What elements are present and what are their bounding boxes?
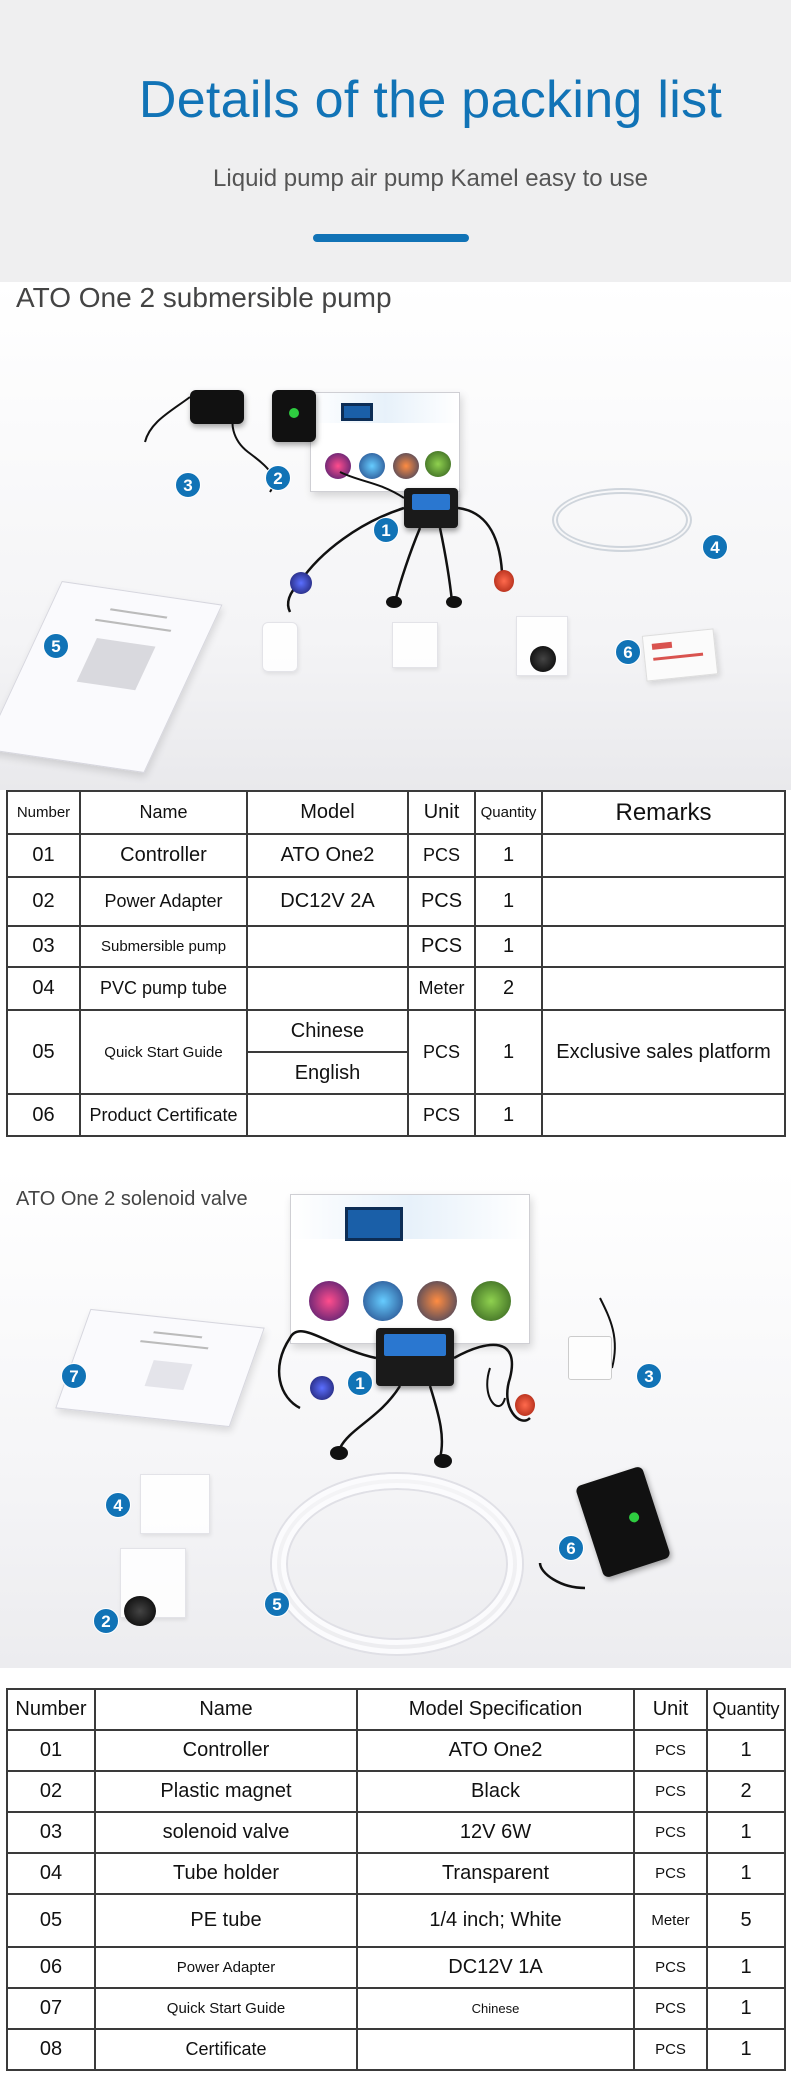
row-qty: 1	[475, 1010, 542, 1094]
badge-number: 1	[347, 1370, 373, 1396]
section-title-submersible-pump: ATO One 2 submersible pump	[16, 282, 392, 313]
badge-number: 2	[265, 465, 291, 491]
parts-bag	[392, 622, 438, 668]
table-row	[7, 1947, 785, 1988]
product-certificate	[642, 628, 718, 681]
column-header: Number	[7, 1689, 95, 1730]
table-header-row	[7, 791, 785, 834]
row-qty: 1	[475, 926, 542, 967]
row-qty: 1	[475, 1094, 542, 1136]
row-unit: PCS	[408, 834, 475, 877]
page-subtitle: Liquid pump air pump Kamel easy to use	[213, 165, 648, 192]
row-remarks	[542, 834, 785, 877]
solenoid-valve	[568, 1336, 612, 1380]
badge-number: 3	[636, 1363, 662, 1389]
plastic-magnet	[530, 646, 556, 672]
quick-start-guide-booklet	[55, 1309, 265, 1427]
suction-cup-bag	[262, 622, 298, 672]
row-number: 06	[7, 1094, 80, 1136]
row-remarks	[542, 877, 785, 926]
pvc-tube-coil	[552, 488, 692, 552]
column-header: Quantity	[707, 1689, 785, 1730]
column-header: Name	[95, 1689, 357, 1730]
row-model-alt: English	[247, 1052, 408, 1094]
power-adapter	[272, 390, 316, 442]
badge-number: 3	[175, 472, 201, 498]
row-qty: 2	[707, 1771, 785, 1812]
row-number: 01	[7, 834, 80, 877]
badge-number: 1	[373, 517, 399, 543]
badge-number: 4	[105, 1492, 131, 1518]
column-header: Name	[80, 791, 247, 834]
row-unit: Meter	[634, 1894, 707, 1947]
row-spec: Chinese	[357, 1988, 634, 2029]
product-photo-solenoid-valve	[0, 1168, 791, 1668]
connector-left	[330, 1446, 348, 1460]
row-remarks	[542, 926, 785, 967]
row-number: 03	[7, 926, 80, 967]
pe-tube-coil	[272, 1474, 522, 1654]
row-qty: 1	[707, 1730, 785, 1771]
row-qty: 5	[707, 1894, 785, 1947]
row-number: 01	[7, 1730, 95, 1771]
table-row	[7, 1730, 785, 1771]
row-unit: PCS	[408, 1094, 475, 1136]
row-unit: PCS	[408, 926, 475, 967]
row-unit: PCS	[634, 1730, 707, 1771]
column-header: Unit	[634, 1689, 707, 1730]
sensor-red	[494, 570, 514, 592]
row-unit: PCS	[634, 1947, 707, 1988]
product-photo-submersible-pump	[0, 282, 791, 790]
badge-number: 7	[61, 1363, 87, 1389]
table-row	[7, 926, 785, 967]
row-name: Certificate	[95, 2029, 357, 2070]
connector-left	[386, 596, 402, 608]
row-remarks	[542, 967, 785, 1010]
table-row	[7, 1853, 785, 1894]
row-name: Quick Start Guide	[80, 1010, 247, 1094]
row-qty: 1	[707, 1812, 785, 1853]
row-qty: 1	[707, 1988, 785, 2029]
header-banner	[0, 0, 791, 282]
row-spec: 1/4 inch; White	[357, 1894, 634, 1947]
table-row	[7, 2029, 785, 2070]
tube-holder-bag	[140, 1474, 210, 1534]
row-qty: 1	[707, 1947, 785, 1988]
column-header: Remarks	[542, 791, 785, 834]
connector-right	[446, 596, 462, 608]
packing-list-table-valve	[6, 1688, 786, 2071]
badge-number: 5	[264, 1591, 290, 1617]
table-row	[7, 1094, 785, 1136]
row-spec	[357, 2029, 634, 2070]
row-spec: DC12V 1A	[357, 1947, 634, 1988]
row-unit: PCS	[634, 1853, 707, 1894]
row-model	[247, 1094, 408, 1136]
badge-number: 5	[43, 633, 69, 659]
column-header: Number	[7, 791, 80, 834]
column-header: Model	[247, 791, 408, 834]
section-title-solenoid-valve: ATO One 2 solenoid valve	[16, 1188, 248, 1210]
row-unit: PCS	[634, 2029, 707, 2070]
badge-number: 6	[558, 1535, 584, 1561]
row-spec: ATO One2	[357, 1730, 634, 1771]
row-name: Quick Start Guide	[95, 1988, 357, 2029]
row-remarks: Exclusive sales platform	[542, 1010, 785, 1094]
table-header-row	[7, 1689, 785, 1730]
table-row	[7, 967, 785, 1010]
row-name: PE tube	[95, 1894, 357, 1947]
badge-number: 6	[615, 639, 641, 665]
badge-number: 4	[702, 534, 728, 560]
table-row	[7, 834, 785, 877]
row-number: 07	[7, 1988, 95, 2029]
row-number: 04	[7, 1853, 95, 1894]
row-number: 02	[7, 877, 80, 926]
row-name: Product Certificate	[80, 1094, 247, 1136]
row-unit: PCS	[634, 1988, 707, 2029]
sensor-blue	[310, 1376, 334, 1400]
row-model: DC12V 2A	[247, 877, 408, 926]
table-row	[7, 877, 785, 926]
page-title: Details of the packing list	[138, 71, 723, 129]
row-qty: 1	[475, 877, 542, 926]
row-spec: Transparent	[357, 1853, 634, 1894]
column-header: Quantity	[475, 791, 542, 834]
row-qty: 1	[475, 834, 542, 877]
row-number: 03	[7, 1812, 95, 1853]
badge-number: 2	[93, 1608, 119, 1634]
column-header: Unit	[408, 791, 475, 834]
row-name: PVC pump tube	[80, 967, 247, 1010]
row-number: 06	[7, 1947, 95, 1988]
row-number: 05	[7, 1010, 80, 1094]
row-qty: 2	[475, 967, 542, 1010]
row-model: ATO One2	[247, 834, 408, 877]
row-unit: PCS	[634, 1812, 707, 1853]
row-number: 04	[7, 967, 80, 1010]
row-name: Submersible pump	[80, 926, 247, 967]
row-name: Tube holder	[95, 1853, 357, 1894]
packing-list-table-pump	[6, 790, 786, 1137]
row-model: Chinese	[247, 1010, 408, 1052]
table-row	[7, 1894, 785, 1947]
row-model	[247, 926, 408, 967]
row-unit: PCS	[634, 1771, 707, 1812]
row-number: 02	[7, 1771, 95, 1812]
row-spec: 12V 6W	[357, 1812, 634, 1853]
sensor-blue	[290, 572, 312, 594]
row-qty: 1	[707, 1853, 785, 1894]
row-name: Power Adapter	[95, 1947, 357, 1988]
plastic-magnet	[124, 1596, 156, 1626]
table-row	[7, 1988, 785, 2029]
sensor-red	[515, 1394, 535, 1416]
row-remarks	[542, 1094, 785, 1136]
row-unit: PCS	[408, 877, 475, 926]
row-name: Controller	[80, 834, 247, 877]
title-underline	[313, 234, 469, 242]
column-header: Model Specification	[357, 1689, 634, 1730]
row-model	[247, 967, 408, 1010]
row-name: solenoid valve	[95, 1812, 357, 1853]
row-name: Controller	[95, 1730, 357, 1771]
row-name: Power Adapter	[80, 877, 247, 926]
row-spec: Black	[357, 1771, 634, 1812]
row-name: Plastic magnet	[95, 1771, 357, 1812]
row-unit: Meter	[408, 967, 475, 1010]
table-row	[7, 1812, 785, 1853]
row-unit: PCS	[408, 1010, 475, 1094]
pump-unit	[190, 390, 244, 424]
table-row	[7, 1010, 785, 1052]
row-number: 05	[7, 1894, 95, 1947]
table-row	[7, 1771, 785, 1812]
row-qty: 1	[707, 2029, 785, 2070]
row-number: 08	[7, 2029, 95, 2070]
connector-right	[434, 1454, 452, 1468]
